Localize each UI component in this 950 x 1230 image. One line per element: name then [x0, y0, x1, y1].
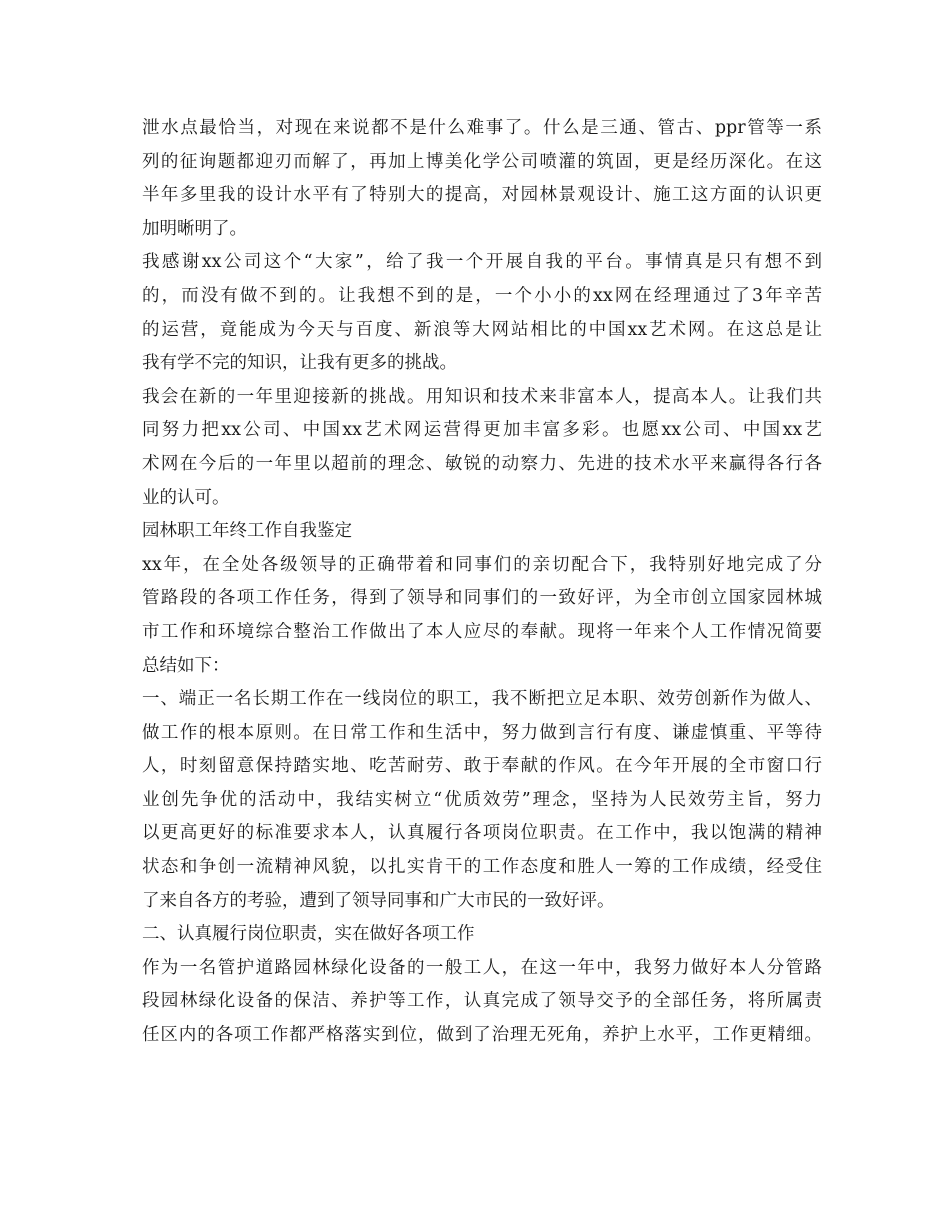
text-line: 管路段的各项工作任务，得到了领导和同事们的一致好评，为全市创立国家园林城	[142, 588, 822, 609]
text-line: 作为一名管护道路园林绿化设备的一般工人，在这一年中，我努力做好本人分管路	[142, 957, 822, 978]
text-line: 我感谢xx公司这个“大家”，给了我一个开展自我的平台。事情真是只有想不到	[142, 252, 822, 273]
document-page	[142, 112, 822, 1053]
text-line: 同努力把xx公司、中国xx艺术网运营得更加丰富多彩。也愿xx公司、中国xx艺	[142, 420, 822, 441]
text-line: 做工作的根本原则。在日常工作和生活中，努力做到言行有度、谦虚慎重、平等待	[142, 722, 822, 743]
text-line: 一、端正一名长期工作在一线岗位的职工，我不断把立足本职、效劳创新作为做人、	[142, 689, 822, 710]
text-line: 列的征询题都迎刃而解了，再加上博美化学公司喷灌的筑固，更是经历深化。在这	[142, 151, 822, 172]
text-line: 业创先争优的活动中，我结实树立“优质效劳”理念，坚持为人民效劳主旨，努力	[142, 789, 822, 810]
text-line: 园林职工年终工作自我鉴定	[142, 521, 352, 542]
text-line: 了来自各方的考验，遭到了领导同事和广大市民的一致好评。	[142, 890, 615, 911]
text-line: 的，而没有做不到的。让我想不到的是，一个小小的xx网在经理通过了3年辛苦	[142, 285, 822, 306]
text-line: 加明晰明了。	[142, 218, 247, 239]
text-line: 人，时刻留意保持踏实地、吃苦耐劳、敢于奉献的作风。在今年开展的全市窗口行	[142, 756, 822, 777]
text-line: 市工作和环境综合整治工作做出了本人应尽的奉献。现将一年来个人工作情况简要	[142, 621, 822, 642]
text-line: 状态和争创一流精神风貌，以扎实肯干的工作态度和胜人一筹的工作成绩，经受住	[142, 857, 822, 878]
text-line: 术网在今后的一年里以超前的理念、敏锐的动察力、先进的技术水平来赢得各行各	[142, 453, 822, 474]
text-line: 我有学不完的知识，让我有更多的挑战。	[142, 353, 457, 374]
text-line: 段园林绿化设备的保洁、养护等工作，认真完成了领导交予的全部任务，将所属责	[142, 991, 822, 1012]
text-line: 总结如下：	[142, 655, 230, 676]
text-line: 任区内的各项工作都严格落实到位，做到了治理无死角，养护上水平，工作更精细。	[142, 1025, 822, 1046]
text-line: 半年多里我的设计水平有了特别大的提高，对园林景观设计、施工这方面的认识更	[142, 185, 822, 206]
text-line: xx年，在全处各级领导的正确带着和同事们的亲切配合下，我特别好地完成了分	[142, 554, 822, 575]
text-line: 泄水点最恰当，对现在来说都不是什么难事了。什么是三通、管古、ppr管等一系	[142, 118, 822, 138]
text-line: 的运营，竟能成为今天与百度、新浪等大网站相比的中国xx艺术网。在这总是让	[142, 319, 822, 340]
text-line: 业的认可。	[142, 487, 230, 508]
text-line: 我会在新的一年里迎接新的挑战。用知识和技术来非富本人，提高本人。让我们共	[142, 386, 822, 407]
text-line: 二、认真履行岗位职责，实在做好各项工作	[142, 924, 475, 945]
text-line: 以更高更好的标准要求本人，认真履行各项岗位职责。在工作中，我以饱满的精神	[142, 823, 822, 844]
